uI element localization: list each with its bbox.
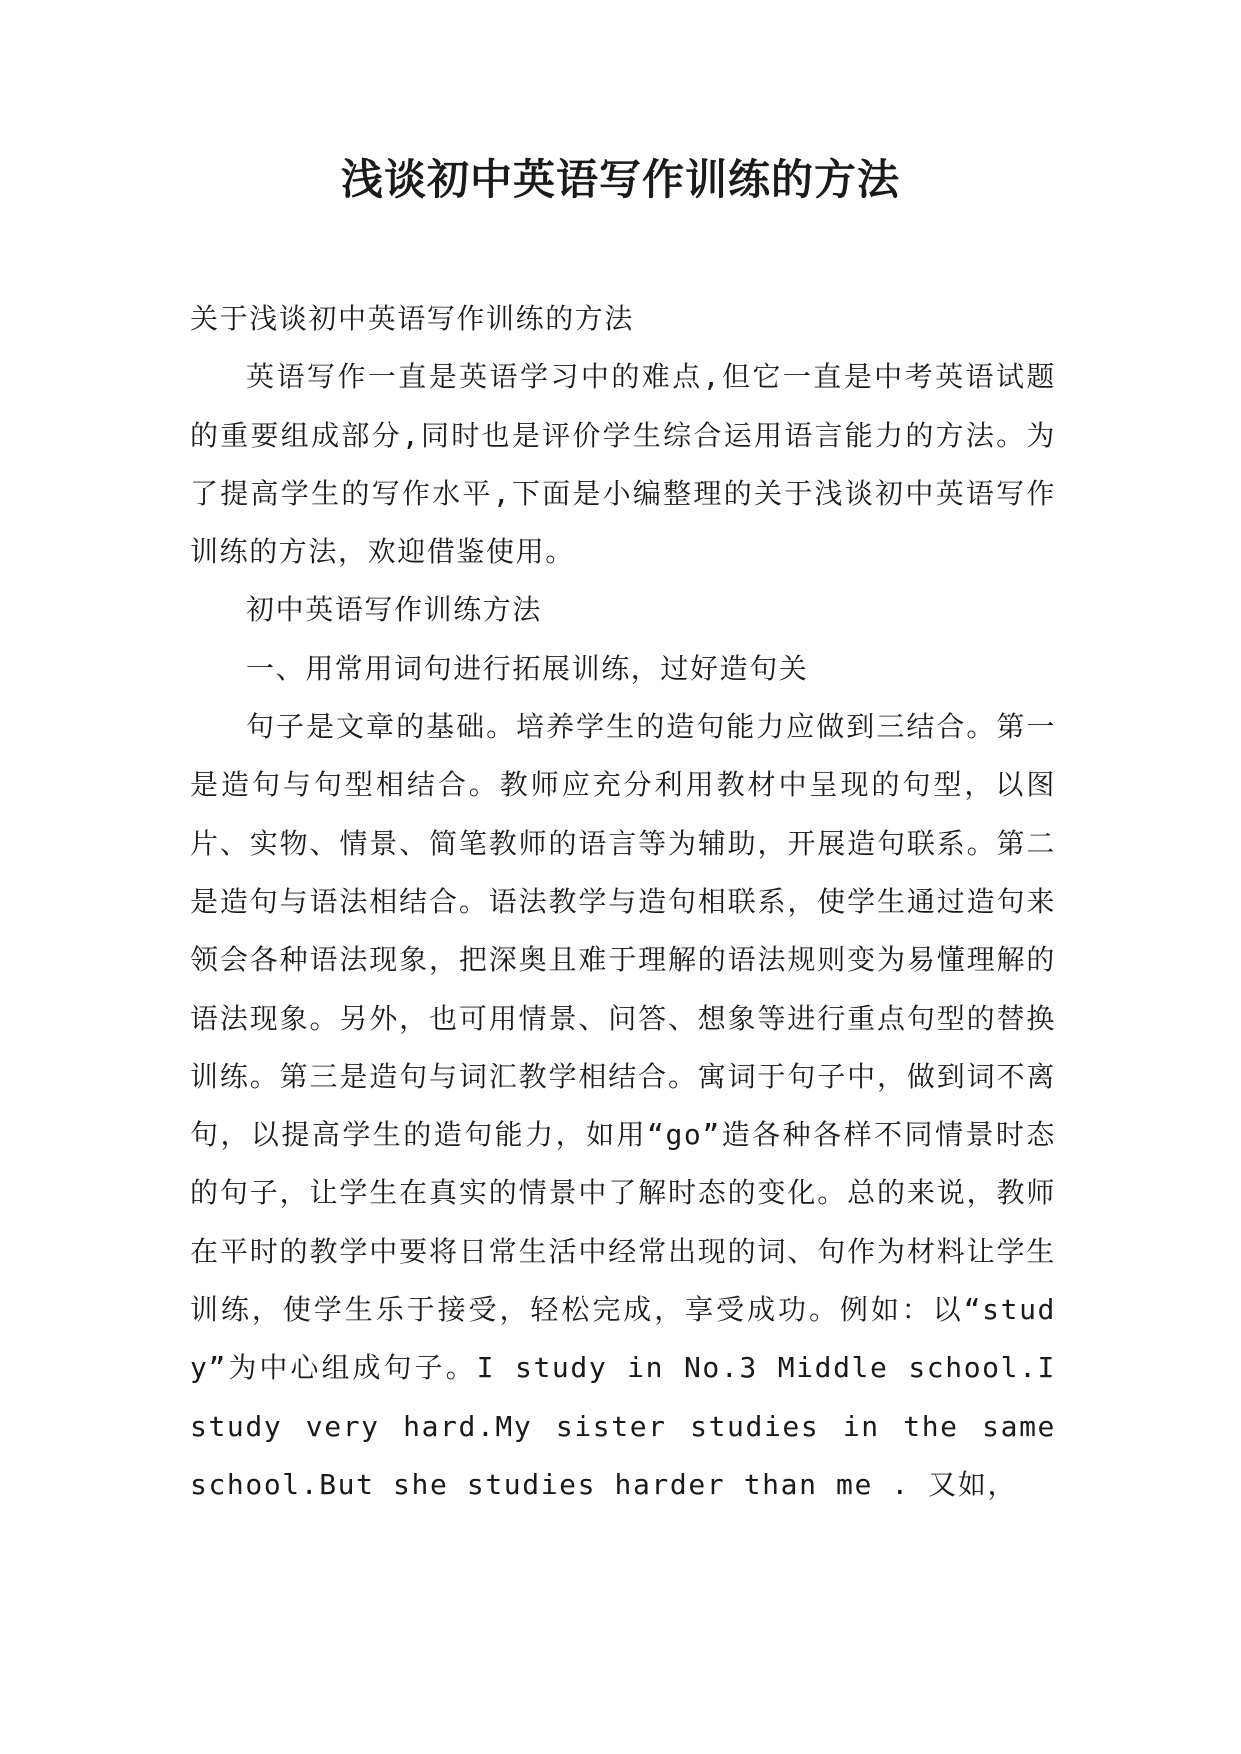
document-title: 浅谈初中英语写作训练的方法 [340,155,900,204]
document-body [190,290,1056,1514]
section-heading: 初中英语写作训练方法 [246,593,543,627]
paragraph-intro-heading: 关于浅谈初中英语写作训练的方法 [190,302,635,335]
subsection-heading: 一、用常用词句进行拓展训练，过好造句关 [246,651,809,685]
paragraph-introduction: 英语写作一直是英语学习中的难点,但它一直是中考英语试题的重要组成部分,同时也是评价学生综合运用语言能力的方法。为了提高学生的写作水平,下面是小编整理的关于浅谈初中英语写作训练的方法，欢迎借鉴使用。 [190,360,1056,569]
paragraph-sentence-training: 句子是文章的基础。培养学生的造句能力应做到三结合。第一是造句与句型相结合。教师应充分利用教材中呈现的句型，以图片、实物、情景、简笔教师的语言等为辅助，开展造句联系。第二是造句与语法相结合。语法教学与造句相联系，使学生通过造句来领会各种语法现象，把深奥且难于理解的语法规则变为易懂理解的语法现象。另外，也可用情景、问答、想象等进行重点句型的替换训练。第三是造句与词汇教学相结合。寓词于句子中，做到词不离句，以提高学生的造句能力，如用“go”造各种各样不同情景时态的句子，让学生在真实的情景中了解时态的变化。总的来说，教师在平时的教学中要将日常生活中经常出现的词、句作为材料让学生训练，使学生乐于接受，轻松完成，享受成功。例如：以“study”为中心组成句子。I study in No.3 Middle school.I study very hard.My sister studies in the same school.But she studies harder than me . 又如， [190,710,1056,1501]
